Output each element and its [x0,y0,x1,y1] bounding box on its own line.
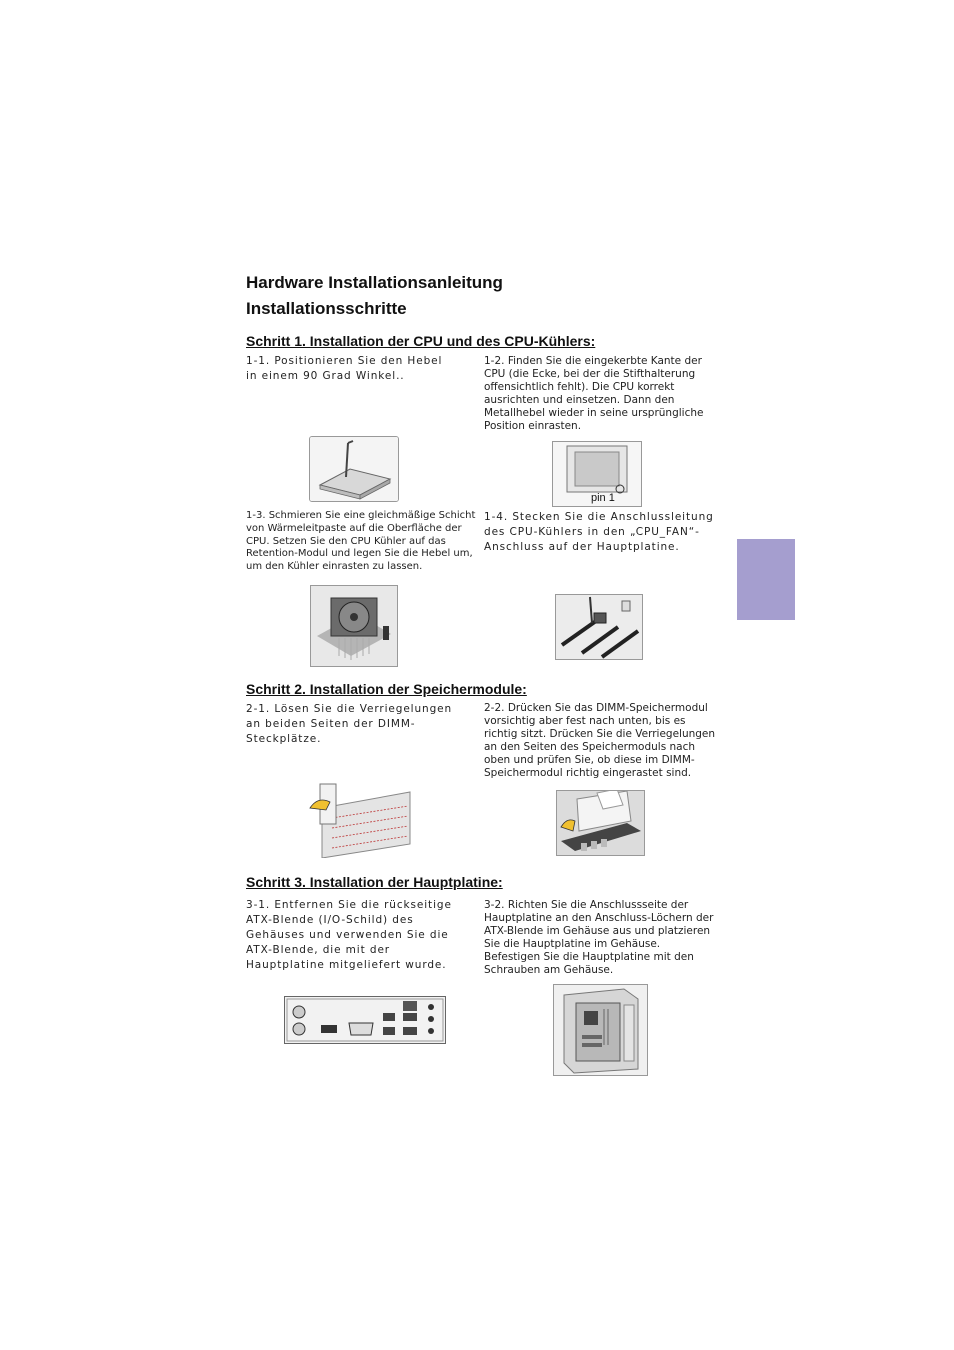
step-1-2-text: 1-2. Finden Sie die eingekerbte Kante der CPU (die Ecke, bei der die Stifthalterung offensichtlich fehlt). Die CPU korrekt ausrichten und einsetzen. Dann den Metallhebel wieder in seine ursprüngliche Position einrasten. [484,355,704,432]
sub-heading: Installationsschritte [246,299,407,318]
cpu-chip-image [552,441,642,507]
side-section-tab [737,539,795,620]
pin-label: pin 1 [591,492,615,504]
step3-title: Schritt 3. Installation der Hauptplatine: [246,874,503,890]
motherboard-in-case-image [553,984,648,1076]
step2-title: Schritt 2. Installation der Speichermodule: [246,681,527,697]
cpu-cooler-image [310,585,398,667]
cpu-fan-connector-image [555,594,643,660]
step-3-1-text: 3-1. Entfernen Sie die rückseitige ATX-Blende (I/O-Schild) des Gehäuses und verwenden Sie die ATX-Blende, die mit der Hauptplatine mitgeliefert wurde. [246,899,452,971]
dimm-slot-unlock-image [302,778,412,858]
step-3-2-text: 3-2. Richten Sie die Anschlussseite der Hauptplatine an den Anschluss-Löchern der ATX-Blende im Gehäuse aus und platzieren Sie die Hauptplatine im Gehäuse. Befestigen Sie die Hauptplatine mit den Schrauben am Gehäuse. [484,899,714,976]
io-shield-image [284,996,446,1044]
main-heading: Hardware Installationsanleitung [246,273,503,292]
dimm-insert-image [556,790,645,856]
cpu-socket-lever-image [309,436,399,502]
step-1-4-text: 1-4. Stecken Sie die Anschlussleitung des CPU-Kühlers in den „CPU_FAN“-Anschluss auf der Hauptplatine. [484,511,714,553]
step-2-2-text: 2-2. Drücken Sie das DIMM-Speichermodul vorsichtig aber fest nach unten, bis es richtig sitzt. Drücken Sie die Verriegelungen an den Seiten des Speichermoduls nach oben und prüfen Sie, ob diese im DIMM-Speichermodul richtig eingerastet sind. [484,702,716,779]
step-2-1-text: 2-1. Lösen Sie die Verriegelungen an beiden Seiten der DIMM-Steckplätze. [246,703,453,745]
step-1-3-text: 1-3. Schmieren Sie eine gleichmäßige Schicht von Wärmeleitpaste auf die Oberfläche der CPU. Setzen Sie den CPU Kühler auf das Retention-Modul und legen Sie die Hebel um, um den Kühler einrasten zu lassen. [246,510,476,573]
step1-title: Schritt 1. Installation der CPU und des CPU-Kühlers: [246,333,596,349]
step-1-1-text: 1-1. Positionieren Sie den Hebel in einem 90 Grad Winkel.. [246,355,443,382]
